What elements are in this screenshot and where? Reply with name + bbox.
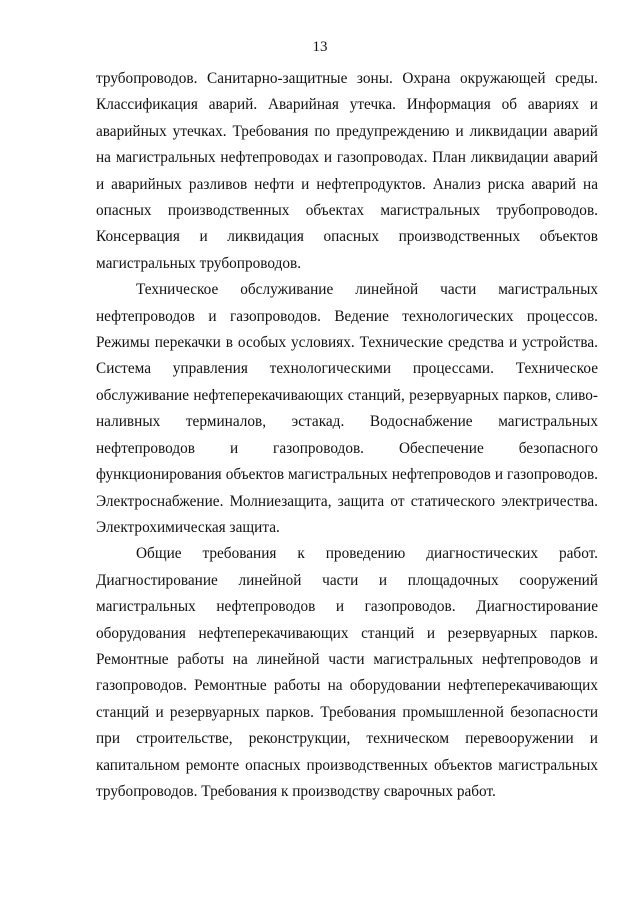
paragraph-maintenance: Техническое обслуживание линейной части магистральных нефтепроводов и газопроводов. Ведение технологических процессов. Режимы перекачки в особых условиях. Технические средства и устройства. Система управления технологическими процессами. Техническое обслуживание нефтеперекачивающих станций, резервуарных парков, сливо-наливных терминалов, эстакад. Водоснабжение магистральных нефтепроводов и газопроводов. Обеспечение безопасного функционирования объектов магистральных нефтепроводов и газопроводов. Электроснабжение. Молниезащита, защита от статического электричества. Электрохимическая защита. [96,281,598,536]
paragraph-diagnostics: Общие требования к проведению диагностических работ. Диагностирование линейной части и площадочных сооружений магистральных нефтепроводов и газопроводов. Диагностирование оборудования нефтеперекачивающих станций и резервуарных парков. Ремонтные работы на линейной части магистральных нефтепроводов и газопроводов. Ремонтные работы на оборудовании нефтеперекачивающих станций и резервуарных парков. Требования промышленной безопасности при строительстве, реконструкции, техническом перевооружении и капитальном ремонте опасных производственных объектов магистральных трубопроводов. Требования к производству сварочных работ. [96,545,598,800]
page-number: 13 [312,39,328,55]
paragraph-continuation: трубопроводов. Санитарно-защитные зоны. Охрана окружающей среды. Классификация аварий. Аварийная утечка. Информация об авариях и аварийных утечках. Требования по предупреждению и ликвидации аварий на магистральных нефтепроводах и газопроводах. План ликвидации аварий и аварийных разливов нефти и нефтепродуктов. Анализ риска аварий на опасных производственных объектах магистральных трубопроводов. Консервация и ликвидация опасных производственных объектов магистральных трубопроводов. [96,70,598,272]
body-text [96,66,598,805]
